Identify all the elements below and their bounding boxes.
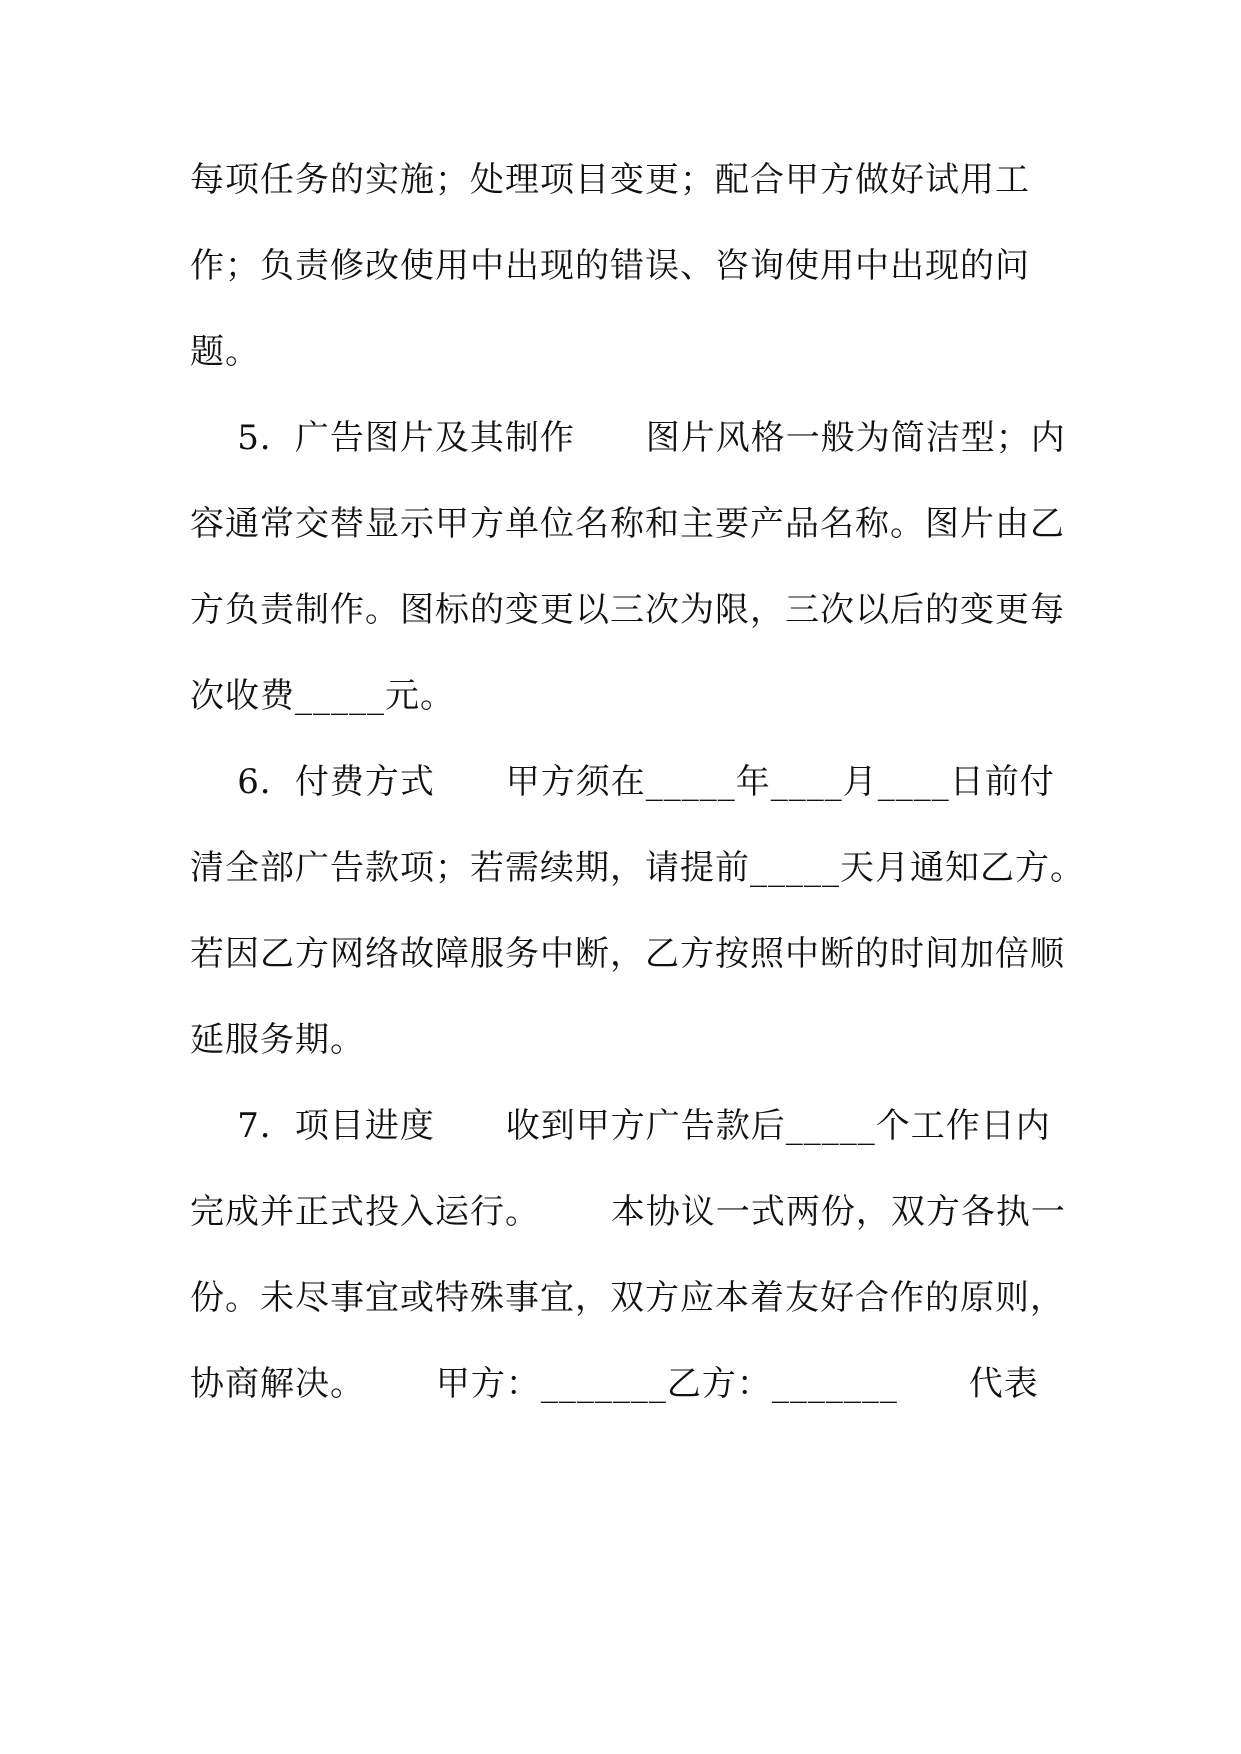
text-line: 完成并正式投入运行。 本协议一式两份，双方各执一 <box>190 1192 1066 1232</box>
text-line: 5．广告图片及其制作 图片风格一般为简洁型；内 <box>190 418 1066 458</box>
text-line: 6．付费方式 甲方须在_____年____月____日前付 <box>190 762 1055 802</box>
text-line: 份。未尽事宜或特殊事宜，双方应本着友好合作的原则， <box>190 1278 1065 1318</box>
text-line: 容通常交替显示甲方单位名称和主要产品名称。图片由乙 <box>190 504 1065 544</box>
text-line: 每项任务的实施；处理项目变更；配合甲方做好试用工 <box>190 160 1030 200</box>
text-line: 7．项目进度 收到甲方广告款后_____个工作日内 <box>190 1106 1051 1146</box>
text-line: 延服务期。 <box>190 1020 365 1060</box>
text-line: 协商解决。 甲方：_______乙方：_______ 代表 <box>190 1364 1039 1404</box>
text-line: 作；负责修改使用中出现的错误、咨询使用中出现的问 <box>190 246 1030 286</box>
text-line: 方负责制作。图标的变更以三次为限，三次以后的变更每 <box>190 590 1065 630</box>
text-line: 清全部广告款项；若需续期，请提前_____天月通知乙方。 <box>190 848 1085 888</box>
text-line: 若因乙方网络故障服务中断，乙方按照中断的时间加倍顺 <box>190 934 1065 974</box>
text-line: 次收费_____元。 <box>190 676 455 716</box>
text-line: 题。 <box>190 332 260 372</box>
